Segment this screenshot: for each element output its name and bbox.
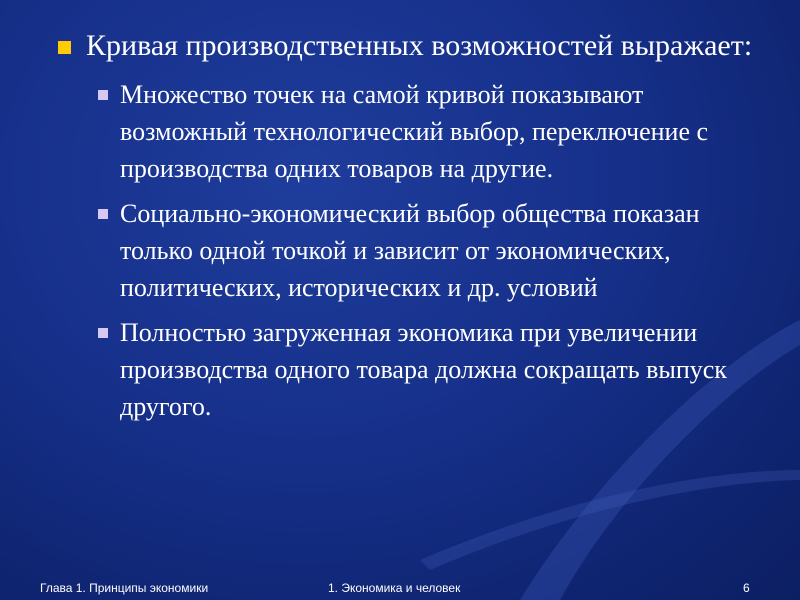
slide-content xyxy=(56,26,776,433)
square-bullet-icon xyxy=(58,41,71,54)
sub-bullet-text: Полностью загруженная экономика при увеличении производства одного товара должна сокращать выпуск другого. xyxy=(120,318,727,421)
sub-bullet-list xyxy=(96,76,776,425)
main-bullet-text: Кривая производственных возможностей выражает: xyxy=(86,29,753,62)
footer-page-number: 6 xyxy=(743,581,750,595)
sub-bullet-item xyxy=(96,195,776,306)
main-bullet-item xyxy=(56,26,776,66)
sub-bullet-text: Социально-экономический выбор общества показан только одной точкой и зависит от экономических, политических, исторических и др. условий xyxy=(120,199,700,302)
footer-section: 1. Экономика и человек xyxy=(328,581,461,595)
square-bullet-icon xyxy=(98,90,108,100)
square-bullet-icon xyxy=(98,328,108,338)
sub-bullet-item xyxy=(96,314,776,425)
footer-chapter: Глава 1. Принципы экономики xyxy=(40,581,209,595)
sub-bullet-item xyxy=(96,76,776,187)
sub-bullet-text: Множество точек на самой кривой показывают возможный технологический выбор, переключение с производства одних товаров на другие. xyxy=(120,80,709,183)
square-bullet-icon xyxy=(98,209,108,219)
